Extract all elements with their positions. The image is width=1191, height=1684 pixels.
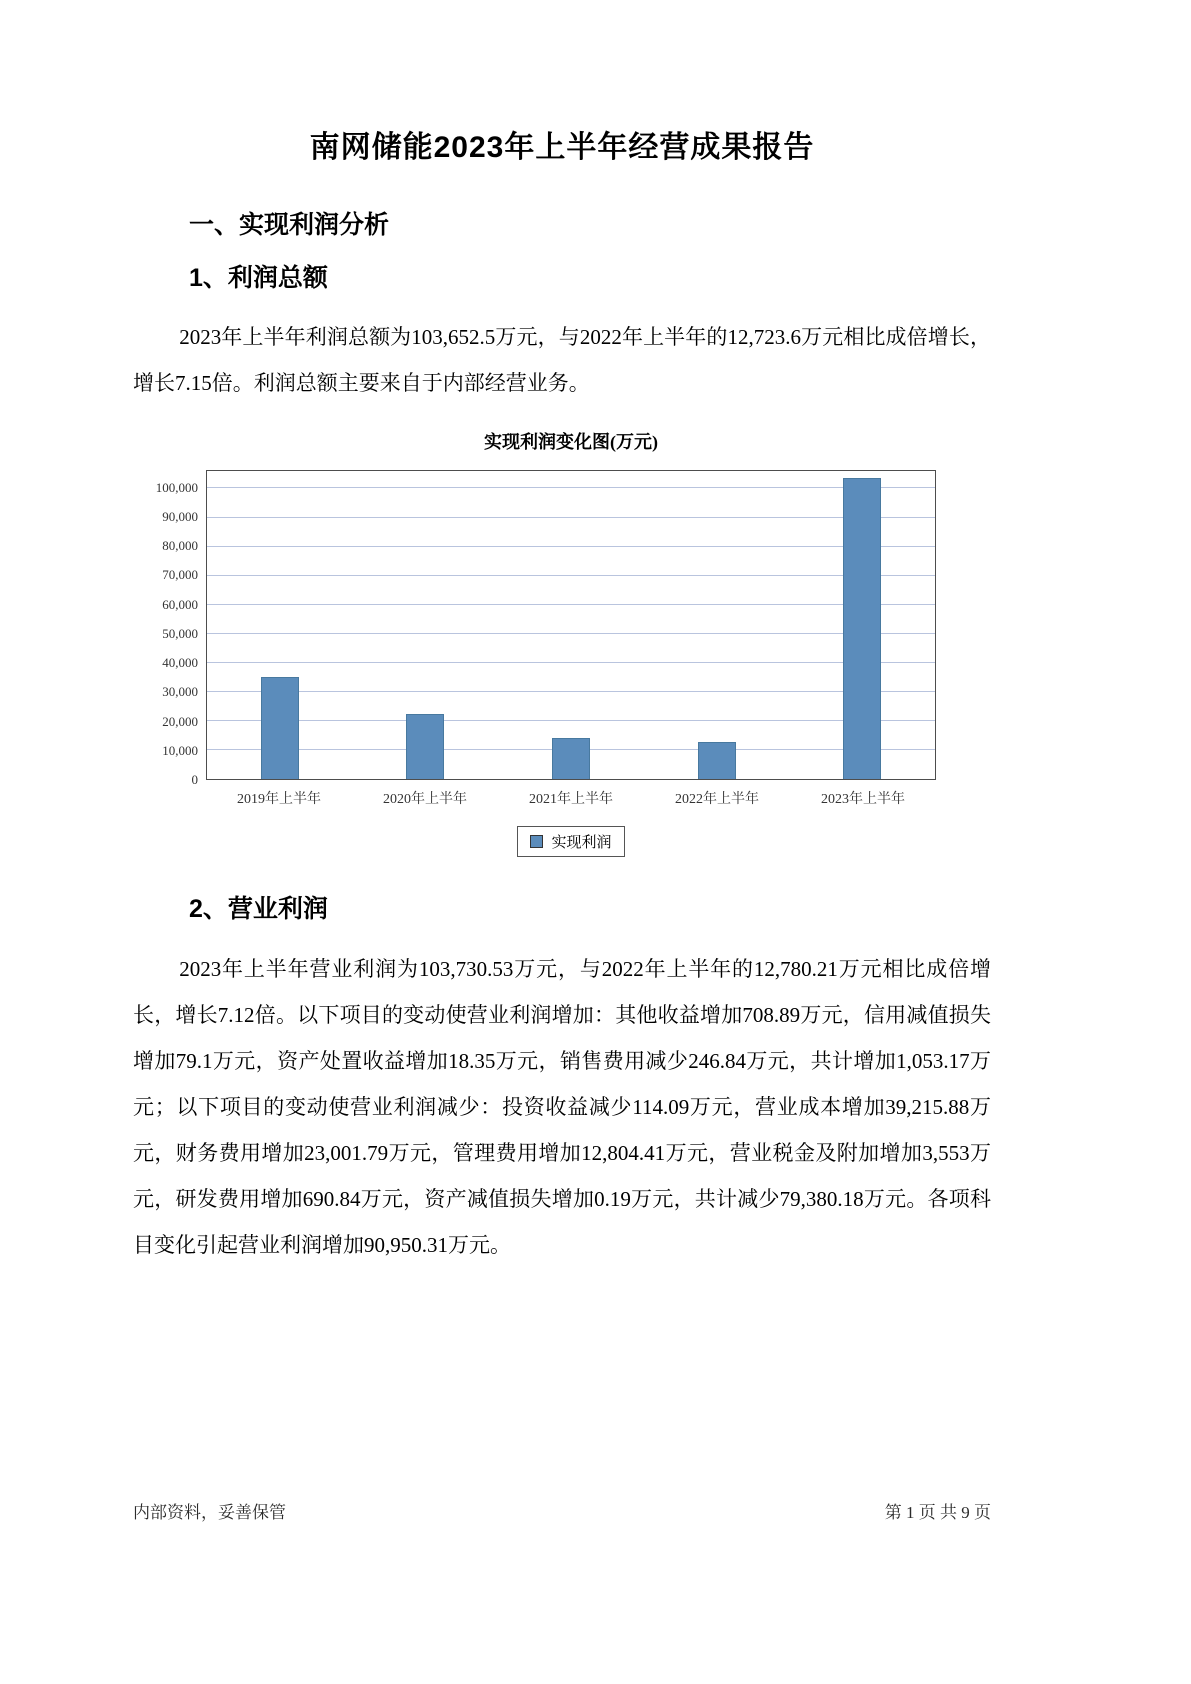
gridline (207, 546, 935, 547)
bar-2019年上半年 (261, 677, 299, 779)
bar-2021年上半年 (552, 738, 590, 779)
document-title: 南网储能2023年上半年经营成果报告 (309, 131, 815, 164)
section-1-2-heading: 2、营业利润 (189, 895, 328, 923)
footer-page-number: 第 1 页 共 9 页 (884, 1503, 991, 1522)
profit-change-chart (148, 428, 938, 857)
gridline (207, 691, 935, 692)
gridline (207, 487, 935, 488)
x-tick-label: 2022年上半年 (675, 792, 759, 807)
bar-2020年上半年 (406, 714, 444, 779)
total-profit-paragraph: 2023年上半年利润总额为103,652.5万元，与2022年上半年的12,723.6万元相比成倍增长，增长7.15倍。利润总额主要来自于内部经营业务。 (133, 325, 991, 395)
gridline (207, 633, 935, 634)
y-tick-label: 0 (191, 772, 198, 787)
y-tick-label: 60,000 (162, 596, 198, 612)
y-tick-label: 50,000 (162, 625, 198, 641)
chart-y-axis (148, 470, 206, 787)
y-tick-label: 20,000 (162, 713, 198, 729)
section-1-1-heading: 1、利润总额 (189, 263, 328, 292)
bar-2022年上半年 (698, 742, 736, 779)
y-tick-label: 30,000 (162, 684, 198, 700)
gridline (207, 604, 935, 605)
y-tick-label: 70,000 (162, 567, 198, 583)
operating-profit-paragraph: 2023年上半年营业利润为103,730.53万元，与2022年上半年的12,780.21万元相比成倍增长，增长7.12倍。以下项目的变动使营业利润增加：其他收益增加708.89万元，信用减值损失增加79.1万元，资产处置收益增加18.35万元，销售费用减少246.84万元，共计增加1,053.17万元；以下项目的变动使营业利润减少：投资收益减少114.09万元，营业成本增加39,215.88万元，财务费用增加23,001.79万元，管理费用增加12,804.41万元，营业税金及附加增加3,553万元，研发费用增加690.84万元，资产减值损失增加0.19万元，共计减少79,380.18万元。各项科目变化引起营业利润增加90,950.31万元。 (133, 956, 991, 1257)
y-tick-label: 10,000 (162, 742, 198, 758)
gridline (207, 575, 935, 576)
page-footer (133, 1498, 991, 1523)
bar-2023年上半年 (843, 478, 881, 779)
x-tick-label: 2023年上半年 (821, 792, 905, 807)
y-tick-label: 80,000 (162, 538, 198, 554)
section-1-heading: 一、实现利润分析 (189, 211, 390, 239)
y-tick-label: 100,000 (155, 479, 198, 495)
chart-title: 实现利润变化图(万元) (484, 432, 658, 452)
chart-body (148, 470, 938, 787)
chart-x-axis-labels (206, 788, 936, 808)
gridline (207, 662, 935, 663)
chart-legend (517, 826, 624, 857)
x-tick-label: 2021年上半年 (529, 792, 613, 807)
legend-color-swatch (530, 835, 543, 848)
gridline (207, 720, 935, 721)
y-tick-label: 90,000 (162, 508, 198, 524)
footer-confidentiality-note: 内部资料，妥善保管 (133, 1503, 286, 1522)
gridline (207, 517, 935, 518)
chart-plot-area (206, 470, 936, 780)
x-tick-label: 2020年上半年 (383, 792, 467, 807)
legend-label: 实现利润 (551, 835, 612, 851)
chart-legend-row (206, 826, 936, 857)
y-tick-label: 40,000 (162, 655, 198, 671)
x-tick-label: 2019年上半年 (237, 792, 321, 807)
